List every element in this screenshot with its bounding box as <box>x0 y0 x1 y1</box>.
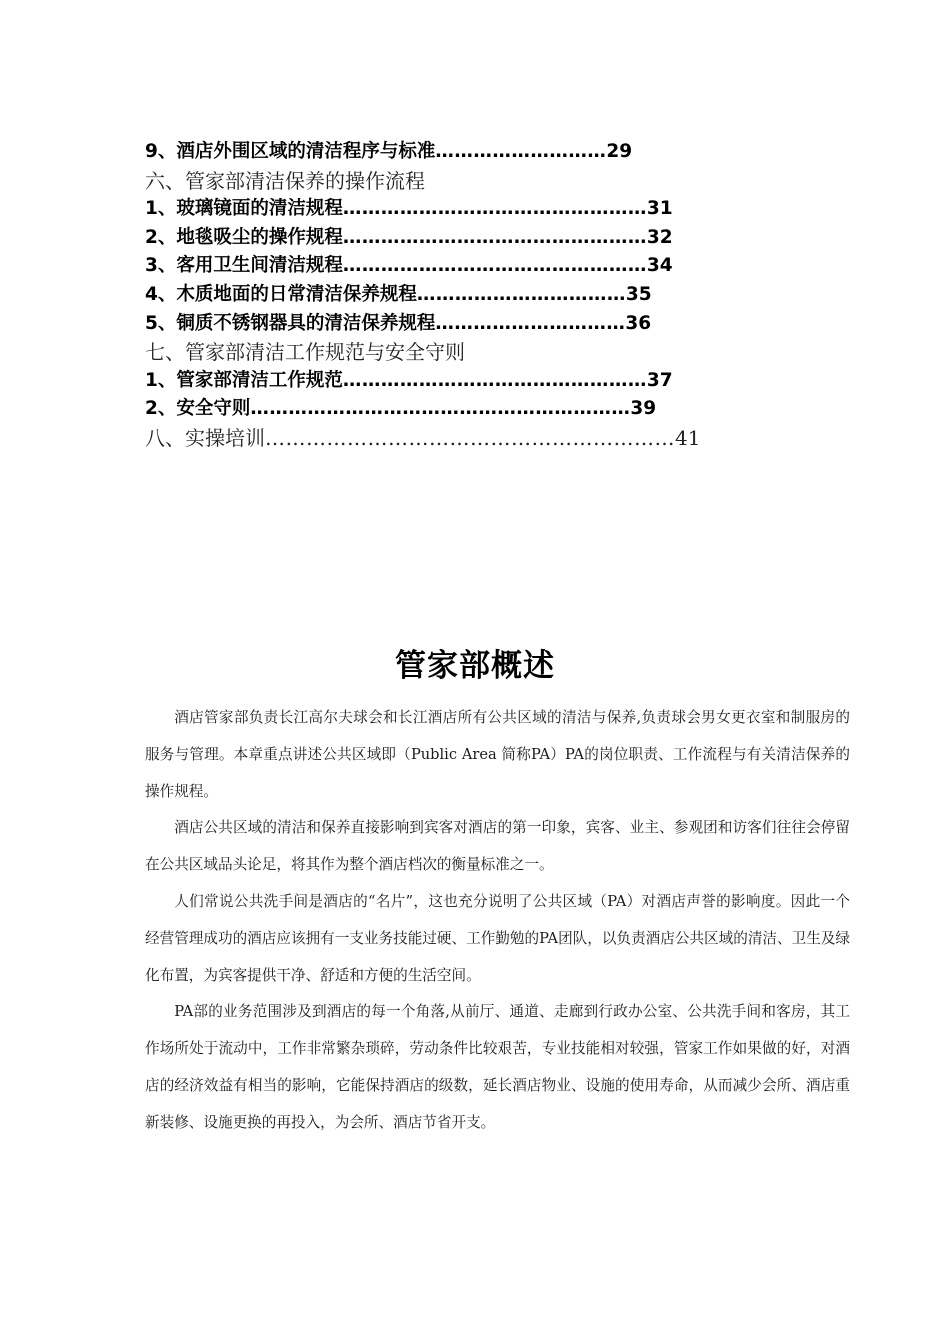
toc-page-number: 34 <box>646 255 673 277</box>
toc-page-number: 32 <box>646 226 673 248</box>
toc-entry[interactable] <box>145 195 745 224</box>
toc-entry-text: 1、玻璃镜面的清洁规程 <box>145 198 343 220</box>
toc-section-heading[interactable] <box>145 338 745 367</box>
toc-entry-text: 八、实操培训 <box>145 425 265 450</box>
toc-entry-text: 9、酒店外围区域的清洁程序与标准 <box>145 141 436 162</box>
toc-leader-dots: ………………………… <box>435 312 626 334</box>
toc-leader-dots: ………………………………………… <box>342 226 647 248</box>
toc-entry[interactable] <box>145 252 745 281</box>
toc-entry[interactable] <box>145 138 745 167</box>
toc-page-number: 39 <box>630 398 657 420</box>
toc-leader-dots: ……………………… <box>435 141 607 162</box>
toc-leader-dots: ………………………………………… <box>342 369 647 391</box>
toc-section-heading[interactable] <box>145 424 745 453</box>
toc-page-number: 37 <box>646 369 673 391</box>
toc-page-number: 29 <box>606 141 633 162</box>
section-body <box>145 700 850 1142</box>
toc-section-heading[interactable] <box>145 167 745 196</box>
toc-entry-text: 七、管家部清洁工作规范与安全守则 <box>145 340 465 365</box>
section-title: 管家部概述 <box>395 648 555 684</box>
toc-leader-dots: …………………………………………………… <box>250 398 631 420</box>
toc-entry[interactable] <box>145 281 745 310</box>
toc-page-number: 41 <box>675 425 701 450</box>
toc-leader-dots: ………………………………………… <box>342 198 647 220</box>
toc-page-number: 35 <box>625 283 652 305</box>
toc-entry-text: 3、客用卫生间清洁规程 <box>145 255 343 277</box>
toc-leader-dots: …………………………………………………… <box>265 425 675 450</box>
toc-page-number: 31 <box>646 198 673 220</box>
toc-entry-text: 5、铜质不锈钢器具的清洁保养规程 <box>145 312 436 334</box>
toc-entry[interactable] <box>145 224 745 253</box>
body-paragraph: 酒店公共区域的清洁和保养直接影响到宾客对酒店的第一印象，宾客、业主、参观团和访客们往往会停留在公共区域品头论足，将其作为整个酒店档次的衡量标准之一。 <box>145 819 850 874</box>
body-paragraph: 人们常说公共洗手间是酒店的“名片”，这也充分说明了公共区域（PA）对酒店声誉的影响度。因此一个经营管理成功的酒店应该拥有一支业务技能过硬、工作勤勉的PA团队，以负责酒店公共区域的清洁、卫生及绿化布置，为宾客提供干净、舒适和方便的生活空间。 <box>145 892 850 984</box>
toc-page-number: 36 <box>625 312 652 334</box>
toc-entry[interactable] <box>145 310 745 339</box>
toc-entry-text: 六、管家部清洁保养的操作流程 <box>145 168 425 193</box>
toc-entry-text: 2、地毯吸尘的操作规程 <box>145 226 343 248</box>
table-of-contents <box>145 138 745 453</box>
toc-entry-text: 1、管家部清洁工作规范 <box>145 369 343 391</box>
toc-leader-dots: …………………………… <box>416 283 626 305</box>
toc-entry-text: 4、木质地面的日常清洁保养规程 <box>145 283 417 305</box>
body-paragraph: 酒店管家部负责长江高尔夫球会和长江酒店所有公共区域的清洁与保养,负责球会男女更衣室和制服房的服务与管理。本章重点讲述公共区域即（Public Area 简称PA）PA的岗位职责、工作流程与有关清洁保养的操作规程。 <box>145 709 850 800</box>
body-paragraph: PA部的业务范围涉及到酒店的每一个角落,从前厅、通道、走廊到行政办公室、公共洗手间和客房，其工作场所处于流动中，工作非常繁杂琐碎，劳动条件比较艰苦，专业技能相对较强，管家工作如果做的好，对酒店的经济效益有相当的影响，它能保持酒店的级数，延长酒店物业、设施的使用寿命，从而减少会所、酒店重新装修、设施更换的再投入，为会所、酒店节省开支。 <box>145 1003 850 1131</box>
toc-entry-text: 2、安全守则 <box>145 398 251 420</box>
toc-entry[interactable] <box>145 367 745 396</box>
toc-entry[interactable] <box>145 395 745 424</box>
toc-leader-dots: ………………………………………… <box>342 255 647 277</box>
